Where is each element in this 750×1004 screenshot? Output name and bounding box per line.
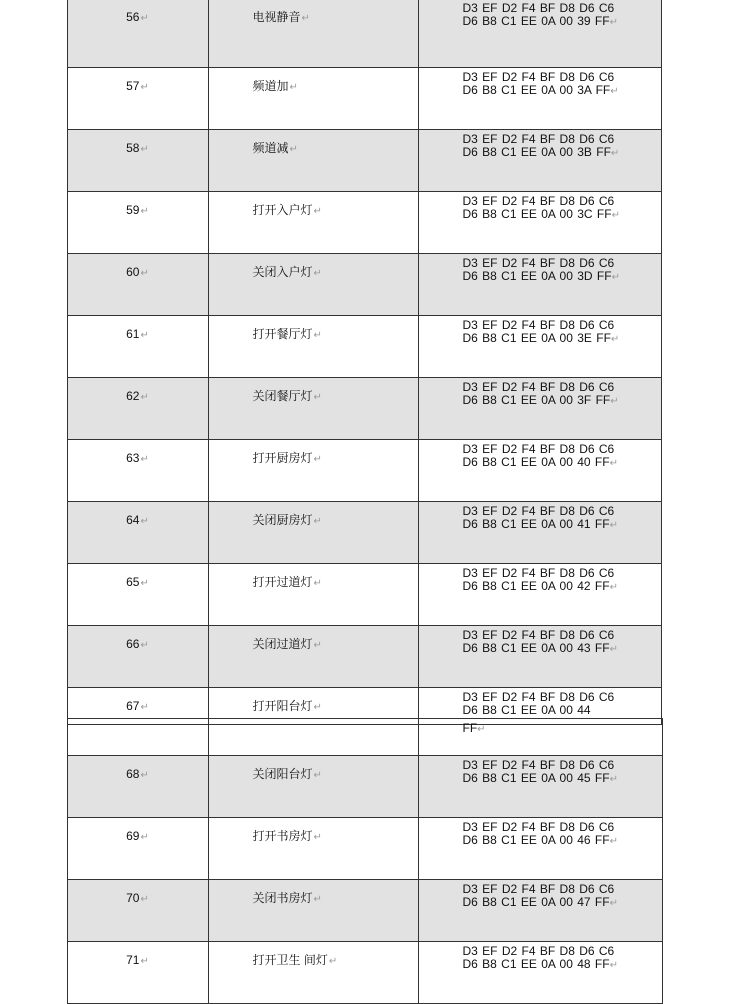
margin-cell xyxy=(662,880,750,942)
margin-cell xyxy=(0,192,67,254)
margin-cell xyxy=(0,0,67,68)
paragraph-mark: ↵ xyxy=(313,268,322,279)
table-row xyxy=(0,68,750,130)
table-row xyxy=(0,378,750,440)
command-name xyxy=(208,254,418,316)
paragraph-mark: ↵ xyxy=(140,144,149,155)
hex-code-text: D3 EF D2 F4 BF D8 D6 C6 D6 B8 C1 EE 0A 00 3F FF xyxy=(462,380,615,407)
paragraph-mark: ↵ xyxy=(140,770,149,781)
paragraph-mark: ↵ xyxy=(140,268,149,279)
paragraph-mark: ↵ xyxy=(313,894,322,905)
hex-code-text: FF xyxy=(462,721,478,735)
paragraph-mark: ↵ xyxy=(313,330,322,341)
row-number-text: 68 xyxy=(126,767,140,781)
command-name xyxy=(208,756,418,818)
command-name-text: 频道加 xyxy=(252,79,289,93)
paragraph-mark: ↵ xyxy=(611,209,620,221)
command-name-text: 关闭阳台灯 xyxy=(252,767,313,781)
margin-cell xyxy=(0,818,67,880)
hex-code-text: D3 EF D2 F4 BF D8 D6 C6 D6 B8 C1 EE 0A 00 46 FF xyxy=(462,820,615,847)
row-number-text: 60 xyxy=(126,265,140,279)
command-name-text: 关闭入户灯 xyxy=(252,265,313,279)
command-name-text: 打开入户灯 xyxy=(252,203,313,217)
table-row xyxy=(0,880,750,942)
margin-cell xyxy=(661,440,750,502)
command-name xyxy=(208,880,418,942)
hex-code-text: D3 EF D2 F4 BF D8 D6 C6 D6 B8 C1 EE 0A 00 3C FF xyxy=(462,194,615,221)
row-number xyxy=(67,68,208,130)
paragraph-mark: ↵ xyxy=(140,392,149,403)
row-number-text: 66 xyxy=(126,637,140,651)
margin-cell xyxy=(0,316,67,378)
hex-code-text: D3 EF D2 F4 BF D8 D6 C6 D6 B8 C1 EE 0A 00 3E FF xyxy=(462,318,615,345)
command-name xyxy=(208,942,418,1004)
margin-cell xyxy=(661,564,750,626)
row-number-text: 56 xyxy=(126,10,140,24)
paragraph-mark: ↵ xyxy=(313,454,322,465)
row-number xyxy=(67,564,208,626)
table-row xyxy=(0,719,750,756)
margin-cell xyxy=(0,880,67,942)
hex-code xyxy=(418,880,662,942)
paragraph-mark: ↵ xyxy=(313,832,322,843)
command-name-text: 关闭书房灯 xyxy=(252,891,313,905)
row-number xyxy=(67,192,208,254)
table-row xyxy=(0,130,750,192)
hex-code xyxy=(418,316,661,378)
row-number xyxy=(67,254,208,316)
hex-code-text: D3 EF D2 F4 BF D8 D6 C6 D6 B8 C1 EE 0A 00 42 FF xyxy=(462,566,615,593)
paragraph-mark: ↵ xyxy=(140,206,149,217)
command-name-text: 频道减 xyxy=(252,141,289,155)
paragraph-mark: ↵ xyxy=(140,82,149,93)
margin-cell xyxy=(0,564,67,626)
margin-cell xyxy=(0,440,67,502)
paragraph-mark: ↵ xyxy=(609,773,618,785)
hex-code xyxy=(418,440,661,502)
command-name-text: 打开过道灯 xyxy=(252,575,313,589)
row-number-text: 57 xyxy=(126,79,140,93)
table-row xyxy=(0,818,750,880)
command-name xyxy=(208,0,418,68)
row-number-text: 71 xyxy=(126,953,140,967)
paragraph-mark: ↵ xyxy=(609,457,618,469)
paragraph-mark: ↵ xyxy=(313,516,322,527)
paragraph-mark: ↵ xyxy=(140,832,149,843)
table-row xyxy=(0,0,750,68)
row-number-text: 63 xyxy=(126,451,140,465)
hex-code-text: D3 EF D2 F4 BF D8 D6 C6 D6 B8 C1 EE 0A 00 44 xyxy=(462,690,615,717)
paragraph-mark: ↵ xyxy=(610,395,619,407)
paragraph-mark: ↵ xyxy=(140,330,149,341)
hex-code xyxy=(418,0,661,68)
hex-code xyxy=(418,130,661,192)
margin-cell xyxy=(661,316,750,378)
hex-code xyxy=(418,378,661,440)
command-name xyxy=(208,502,418,564)
row-number xyxy=(67,316,208,378)
margin-cell xyxy=(0,254,67,316)
command-name xyxy=(208,316,418,378)
margin-cell xyxy=(661,0,750,68)
hex-code-text: D3 EF D2 F4 BF D8 D6 C6 D6 B8 C1 EE 0A 00 41 FF xyxy=(462,504,615,531)
row-number-text: 70 xyxy=(126,891,140,905)
row-number xyxy=(67,0,208,68)
row-number-text: 64 xyxy=(126,513,140,527)
hex-code xyxy=(418,818,662,880)
margin-cell xyxy=(661,378,750,440)
row-number-text: 69 xyxy=(126,829,140,843)
paragraph-mark: ↵ xyxy=(313,392,322,403)
hex-code xyxy=(418,942,662,1004)
command-name xyxy=(208,626,418,688)
paragraph-mark: ↵ xyxy=(289,144,298,155)
hex-code-text: D3 EF D2 F4 BF D8 D6 C6 D6 B8 C1 EE 0A 00 39 FF xyxy=(462,1,615,28)
margin-cell xyxy=(0,68,67,130)
paragraph-mark: ↵ xyxy=(611,271,620,283)
command-name xyxy=(208,440,418,502)
row-number xyxy=(67,502,208,564)
paragraph-mark: ↵ xyxy=(313,640,322,651)
paragraph-mark: ↵ xyxy=(328,956,338,967)
hex-code xyxy=(418,719,662,756)
margin-cell xyxy=(662,756,750,818)
row-number xyxy=(67,719,208,756)
paragraph-mark: ↵ xyxy=(140,956,149,967)
hex-code xyxy=(418,564,661,626)
margin-cell xyxy=(661,626,750,688)
command-name-text: 打开阳台灯 xyxy=(252,699,313,713)
paragraph-mark: ↵ xyxy=(140,894,149,905)
row-number-text: 62 xyxy=(126,389,140,403)
row-number-text: 59 xyxy=(126,203,140,217)
paragraph-mark: ↵ xyxy=(313,206,322,217)
table-row xyxy=(0,316,750,378)
hex-code-text: D3 EF D2 F4 BF D8 D6 C6 D6 B8 C1 EE 0A 00 40 FF xyxy=(462,442,615,469)
row-number-text: 67 xyxy=(126,699,140,713)
paragraph-mark: ↵ xyxy=(313,702,322,713)
command-name xyxy=(208,378,418,440)
row-number xyxy=(67,378,208,440)
paragraph-mark: ↵ xyxy=(609,519,618,531)
margin-cell xyxy=(662,719,750,756)
paragraph-mark: ↵ xyxy=(609,897,618,909)
paragraph-mark: ↵ xyxy=(289,82,298,93)
paragraph-mark: ↵ xyxy=(140,640,149,651)
hex-code-text: D3 EF D2 F4 BF D8 D6 C6 D6 B8 C1 EE 0A 00 47 FF xyxy=(462,882,615,909)
hex-code-text: D3 EF D2 F4 BF D8 D6 C6 D6 B8 C1 EE 0A 00 3A FF xyxy=(462,70,615,97)
command-name xyxy=(208,818,418,880)
row-number xyxy=(67,942,208,1004)
row-number xyxy=(67,818,208,880)
command-name-text: 关闭厨房灯 xyxy=(252,513,313,527)
margin-cell xyxy=(662,818,750,880)
paragraph-mark: ↵ xyxy=(609,835,618,847)
paragraph-mark: ↵ xyxy=(140,13,149,24)
command-name xyxy=(208,719,418,756)
row-number xyxy=(67,440,208,502)
command-name xyxy=(208,68,418,130)
paragraph-mark: ↵ xyxy=(313,770,322,781)
table-row xyxy=(0,440,750,502)
margin-cell xyxy=(661,192,750,254)
row-number xyxy=(67,626,208,688)
hex-code-text: D3 EF D2 F4 BF D8 D6 C6 D6 B8 C1 EE 0A 00 3D FF xyxy=(462,256,615,283)
hex-code xyxy=(418,254,661,316)
row-number xyxy=(67,756,208,818)
table-row xyxy=(0,626,750,688)
paragraph-mark: ↵ xyxy=(301,13,310,24)
command-name-text: 打开厨房灯 xyxy=(252,451,313,465)
row-number-text: 65 xyxy=(126,575,140,589)
table-row xyxy=(0,942,750,1004)
hex-code xyxy=(418,626,661,688)
command-name-text: 打开卫生 间灯 xyxy=(252,953,328,967)
command-name-text: 电视静音 xyxy=(252,10,301,24)
hex-code xyxy=(418,756,662,818)
command-name-text: 打开书房灯 xyxy=(252,829,313,843)
paragraph-mark: ↵ xyxy=(610,147,620,159)
row-number xyxy=(67,130,208,192)
margin-cell xyxy=(0,378,67,440)
hex-code xyxy=(418,192,661,254)
command-name-text: 关闭过道灯 xyxy=(252,637,313,651)
margin-cell xyxy=(0,502,67,564)
hex-code xyxy=(418,502,661,564)
hex-code-text: D3 EF D2 F4 BF D8 D6 C6 D6 B8 C1 EE 0A 00 3B FF xyxy=(462,132,615,159)
margin-cell xyxy=(0,626,67,688)
paragraph-mark: ↵ xyxy=(140,516,149,527)
margin-cell xyxy=(0,942,67,1004)
command-name xyxy=(208,130,418,192)
margin-cell xyxy=(661,130,750,192)
paragraph-mark: ↵ xyxy=(609,581,618,593)
hex-code xyxy=(418,68,661,130)
hex-code-text: D3 EF D2 F4 BF D8 D6 C6 D6 B8 C1 EE 0A 00 45 FF xyxy=(462,758,615,785)
row-number-text: 61 xyxy=(126,327,140,341)
hex-code-text: D3 EF D2 F4 BF D8 D6 C6 D6 B8 C1 EE 0A 00 48 FF xyxy=(462,944,615,971)
table-row xyxy=(0,502,750,564)
command-table-part2 xyxy=(0,718,750,1004)
command-name-text: 打开餐厅灯 xyxy=(252,327,313,341)
command-name xyxy=(208,192,418,254)
paragraph-mark: ↵ xyxy=(140,702,149,713)
paragraph-mark: ↵ xyxy=(609,959,618,971)
paragraph-mark: ↵ xyxy=(610,333,620,345)
command-name-text: 关闭餐厅灯 xyxy=(252,389,313,403)
margin-cell xyxy=(0,719,67,756)
paragraph-mark: ↵ xyxy=(313,578,322,589)
margin-cell xyxy=(0,756,67,818)
margin-cell xyxy=(661,502,750,564)
margin-cell xyxy=(661,254,750,316)
margin-cell xyxy=(662,942,750,1004)
paragraph-mark: ↵ xyxy=(140,454,149,465)
paragraph-mark: ↵ xyxy=(610,85,619,97)
paragraph-mark: ↵ xyxy=(140,578,149,589)
paragraph-mark: ↵ xyxy=(609,16,618,28)
margin-cell xyxy=(661,68,750,130)
table-row xyxy=(0,756,750,818)
margin-cell xyxy=(0,130,67,192)
hex-code-text: D3 EF D2 F4 BF D8 D6 C6 D6 B8 C1 EE 0A 00 43 FF xyxy=(462,628,615,655)
table-row xyxy=(0,192,750,254)
row-number-text: 58 xyxy=(126,141,140,155)
table-row xyxy=(0,564,750,626)
table-row xyxy=(0,254,750,316)
row-number xyxy=(67,880,208,942)
paragraph-mark: ↵ xyxy=(609,643,618,655)
paragraph-mark: ↵ xyxy=(477,724,486,735)
command-name xyxy=(208,564,418,626)
